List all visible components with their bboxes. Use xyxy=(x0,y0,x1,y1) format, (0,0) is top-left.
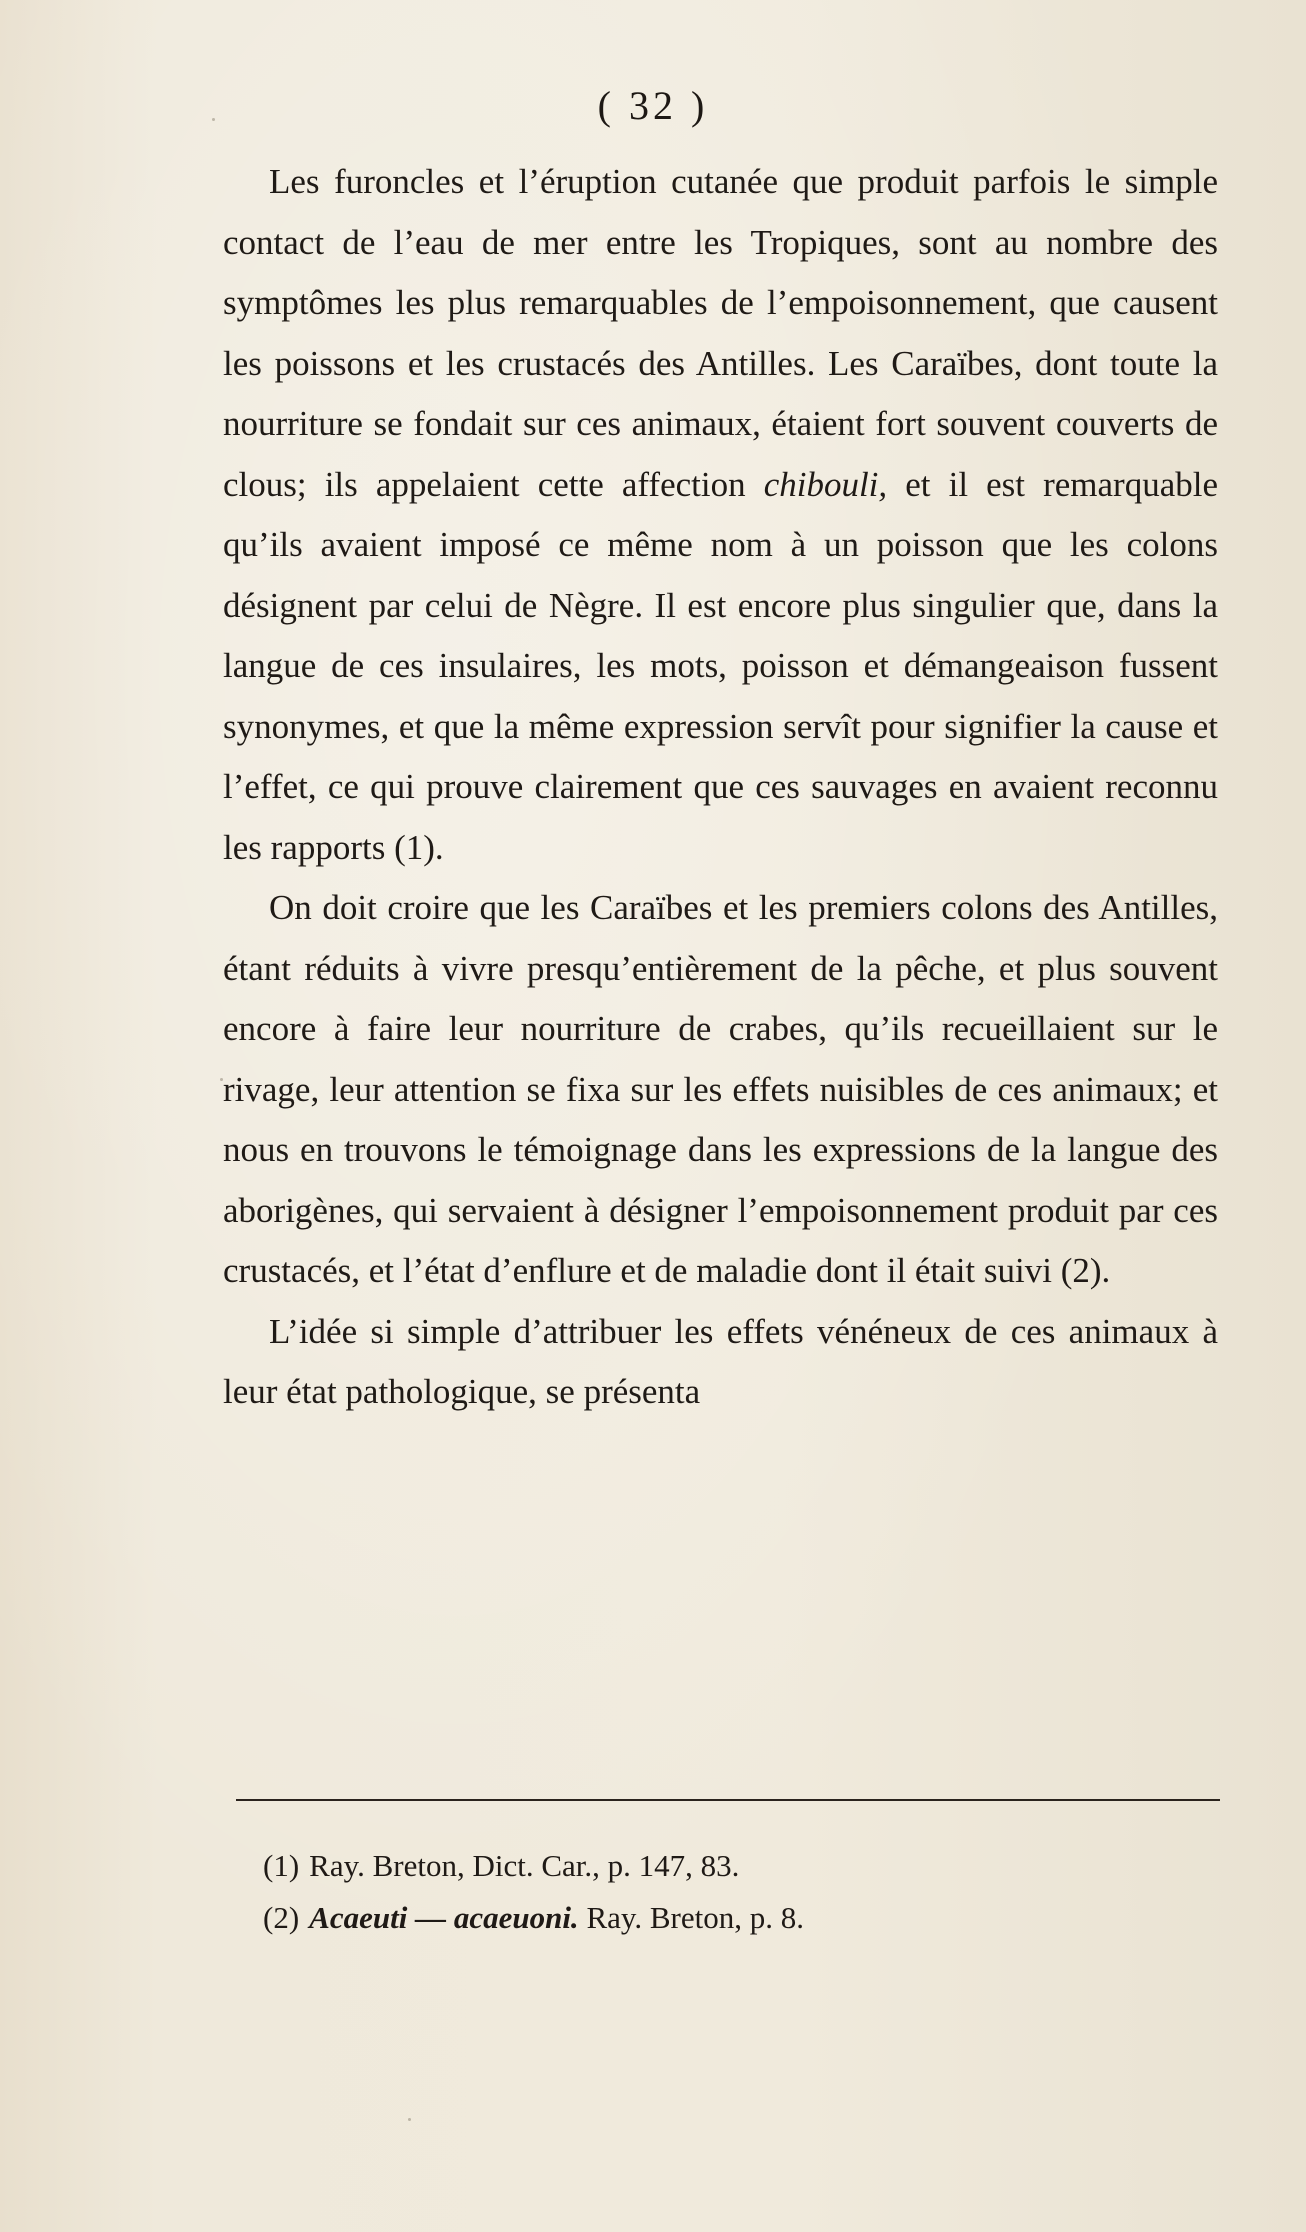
paper-speck xyxy=(408,2118,411,2121)
footnote-2-terms: Acaeuti — acaeuoni. xyxy=(309,1900,579,1935)
paragraph-3: L’idée si simple d’attribuer les effets vénéneux de ces animaux à leur état pathologique, se présenta xyxy=(223,1311,1218,1411)
footnote-2-text: Ray. Breton, p. 8. xyxy=(586,1900,804,1935)
paper-speck xyxy=(212,118,215,121)
italic-term-chibouli: chibouli, xyxy=(763,464,888,504)
body-text xyxy=(223,152,1218,1423)
page-number: ( 32 ) xyxy=(597,83,709,128)
footnote-1-number: (1) xyxy=(263,1848,300,1883)
paragraph-1-end: et il est remarquable qu’ils avaient imposé ce même nom à un poisson que les colons désignent par celui de Nègre. Il est encore plus singulier que, dans la langue de ces insulaires, les mots, poisson et démangeaison fussent synonymes, et que la même expression servît pour signifier la cause et l’effet, ce qui prouve clairement que ces sauvages en avaient reconnu les rapports (1). xyxy=(223,464,1218,867)
footnote-2-number: (2) xyxy=(263,1900,300,1935)
footnotes xyxy=(263,1840,1223,1944)
paper-speck xyxy=(220,1078,223,1081)
paragraph-2: On doit croire que les Caraïbes et les premiers colons des Antilles, étant réduits à vivre presqu’entièrement de la pêche, et plus souvent encore à faire leur nourriture de crabes, qu’ils recueillaient sur le rivage, leur attention se fixa sur les effets nuisibles de ces animaux; et nous en trouvons le témoignage dans les expressions de la langue des aborigènes, qui servaient à désigner l’empoisonnement produit par ces crustacés, et l’état d’enflure et de maladie dont il était suivi (2). xyxy=(223,888,1218,1290)
footnote-divider xyxy=(236,1799,1220,1801)
paragraph-1-start: Les furoncles et l’éruption cutanée que produit parfois le simple contact de l’eau de mer entre les Tropiques, sont au nombre des symptômes les plus remarquables de l’empoisonnement, que causent les poissons et les crustacés des Antilles. Les Caraïbes, dont toute la nourriture se fondait sur ces animaux, étaient fort souvent couverts de clous; ils appelaient cette affection xyxy=(223,162,1218,504)
footnote-1 xyxy=(263,1840,1223,1892)
footnote-2 xyxy=(263,1892,1223,1944)
paragraph-1 xyxy=(223,152,1218,878)
footnote-1-text: Ray. Breton, Dict. Car., p. 147, 83. xyxy=(309,1848,740,1883)
